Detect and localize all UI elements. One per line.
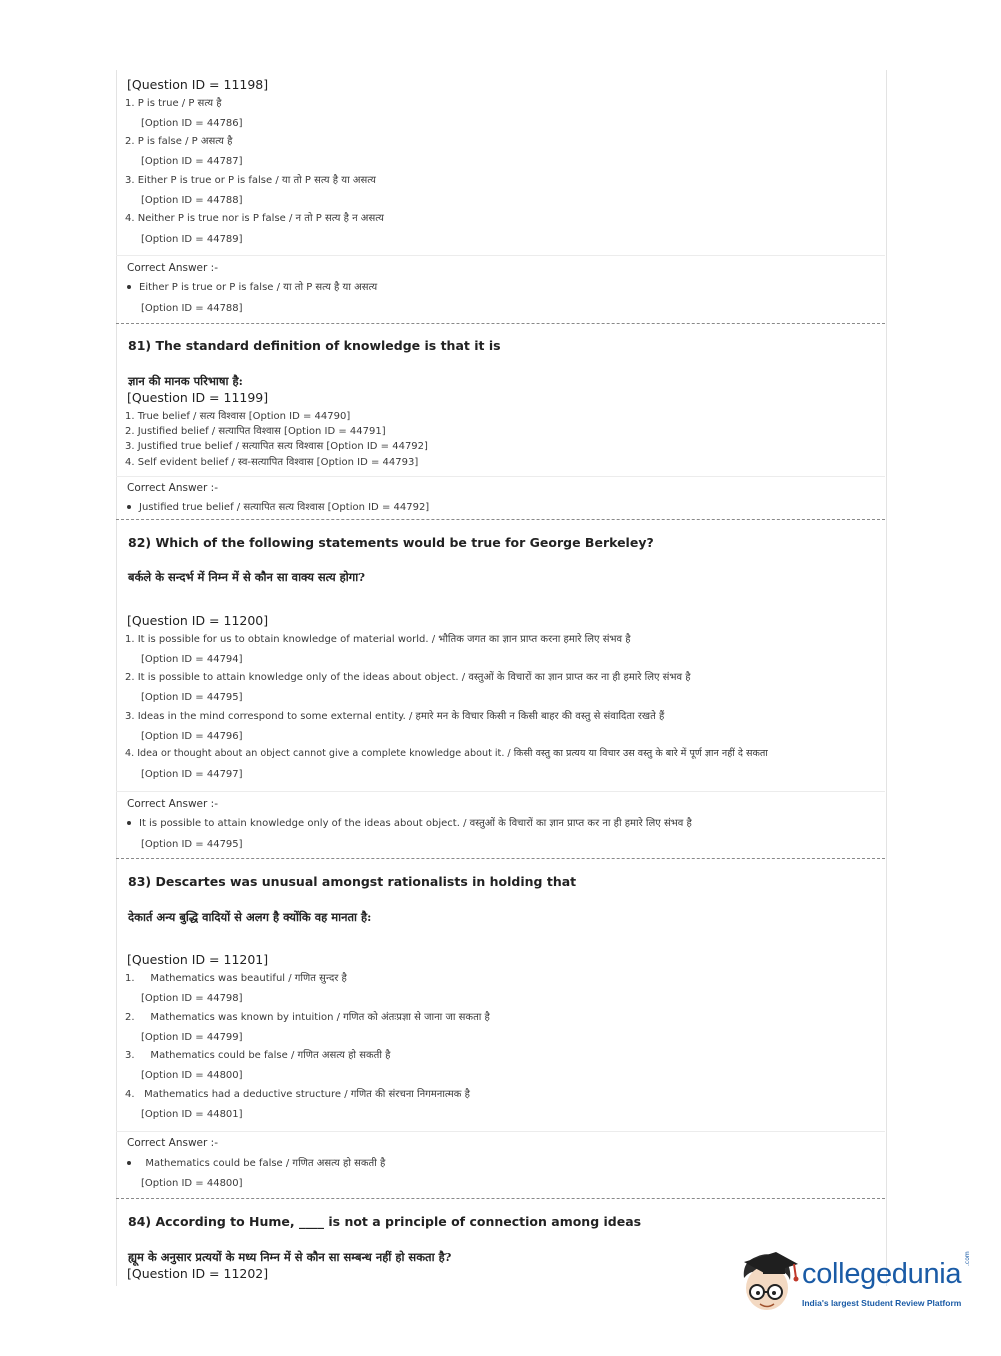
option-id-4: [Option ID = 44789]	[141, 234, 243, 245]
option-id-1: [Option ID = 44786]	[141, 118, 243, 129]
option-id-2: [Option ID = 44799]	[141, 1032, 243, 1043]
logo-tagline: India's largest Student Review Platform	[802, 1298, 962, 1308]
question-hindi: ह्यूम के अनुसार प्रत्ययों के मध्य निम्न में से कौन सा सम्बन्ध नहीं हो सकता है?	[128, 1250, 452, 1264]
option-2: 2. Justified belief / सत्यापित विश्वास [Option ID = 44791]	[125, 426, 386, 437]
correct-answer-label: Correct Answer :-	[127, 1137, 218, 1149]
option-id-1: [Option ID = 44794]	[141, 654, 243, 665]
logo-domain: .com	[964, 1251, 971, 1266]
question-text: 84) According to Hume, ____ is not a principle of connection among ideas	[128, 1214, 642, 1229]
option-id-3: [Option ID = 44788]	[141, 195, 243, 206]
question-divider	[116, 858, 885, 859]
option-id-4: [Option ID = 44797]	[141, 769, 243, 780]
correct-answer-label: Correct Answer :-	[127, 482, 218, 494]
answer-separator	[116, 476, 885, 477]
question-text: 81) The standard definition of knowledge is that it is	[128, 338, 501, 353]
option-id-3: [Option ID = 44796]	[141, 731, 243, 742]
question-hindi: बर्कले के सन्दर्भ में निम्न में से कौन सा वाक्य सत्य होगा?	[128, 570, 365, 584]
mascot-icon	[738, 1248, 800, 1320]
question-id: [Question ID = 11201]	[127, 952, 269, 967]
question-id: [Question ID = 11202]	[127, 1266, 269, 1281]
logo-wordmark: collegedunia	[802, 1258, 962, 1290]
option-2: 2. Mathematics was known by intuition / गणित को अंतःप्रज्ञा से जाना जा सकता है	[125, 1012, 490, 1023]
option-1: 1. It is possible for us to obtain knowledge of material world. / भौतिक जगत का ज्ञान प्राप्त करना हमारे लिए संभव है	[125, 634, 631, 645]
correct-answer-label: Correct Answer :-	[127, 262, 218, 274]
option-3: 3. Either P is true or P is false / या तो P सत्य है या असत्य	[125, 175, 376, 186]
question-id: [Question ID = 11199]	[127, 390, 269, 405]
option-4: 4. Neither P is true nor is P false / न तो P सत्य है न असत्य	[125, 213, 384, 224]
option-2: 2. It is possible to attain knowledge only of the ideas about object. / वस्तुओं के विचारों का ज्ञान प्राप्त कर ना ही हमारे लिए संभव है	[125, 672, 691, 683]
answer-separator	[116, 791, 885, 792]
question-hindi: ज्ञान की मानक परिभाषा है:	[128, 374, 243, 388]
question-text: 82) Which of the following statements would be true for George Berkeley?	[128, 535, 654, 550]
question-id: [Question ID = 11198]	[127, 77, 269, 92]
question-divider	[116, 323, 885, 324]
correct-answer-label: Correct Answer :-	[127, 798, 218, 810]
bullet-icon	[127, 821, 131, 825]
option-1: 1. True belief / सत्य विश्वास [Option ID = 44790]	[125, 411, 351, 422]
option-3: 3. Justified true belief / सत्यापित सत्य विश्वास [Option ID = 44792]	[125, 441, 428, 452]
correct-answer-option-id: [Option ID = 44800]	[141, 1178, 243, 1189]
question-text: 83) Descartes was unusual amongst rationalists in holding that	[128, 874, 577, 889]
option-id-2: [Option ID = 44795]	[141, 692, 243, 703]
bullet-icon	[127, 285, 131, 289]
correct-answer: Mathematics could be false / गणित असत्य हो सकती है	[127, 1155, 385, 1169]
question-divider	[116, 1198, 885, 1199]
option-1: 1. Mathematics was beautiful / गणित सुन्दर है	[125, 973, 347, 984]
option-id-1: [Option ID = 44798]	[141, 993, 243, 1004]
option-id-2: [Option ID = 44787]	[141, 156, 243, 167]
collegedunia-logo[interactable]	[738, 1246, 978, 1326]
option-3: 3. Mathematics could be false / गणित असत्य हो सकती है	[125, 1050, 391, 1061]
correct-answer: Justified true belief / सत्यापित सत्य विश्वास [Option ID = 44792]	[127, 499, 429, 513]
option-3: 3. Ideas in the mind correspond to some external entity. / हमारे मन के विचार किसी न किसी बाहर की वस्तु से संवादिता रखते हैं	[125, 711, 665, 722]
question-divider	[116, 519, 885, 520]
correct-answer-option-id: [Option ID = 44795]	[141, 839, 243, 850]
answer-separator	[116, 255, 885, 256]
bullet-icon	[127, 505, 131, 509]
answer-separator	[116, 1131, 885, 1132]
correct-answer: Either P is true or P is false / या तो P सत्य है या असत्य	[127, 279, 377, 293]
option-4: 4. Mathematics had a deductive structure / गणित की संरचना निगमनात्मक है	[125, 1089, 470, 1100]
option-4: 4. Self evident belief / स्व-सत्यापित विश्वास [Option ID = 44793]	[125, 457, 419, 468]
option-2: 2. P is false / P असत्य है	[125, 136, 233, 147]
correct-answer-option-id: [Option ID = 44788]	[141, 303, 243, 314]
option-id-4: [Option ID = 44801]	[141, 1109, 243, 1120]
option-id-3: [Option ID = 44800]	[141, 1070, 243, 1081]
option-1: 1. P is true / P सत्य है	[125, 98, 222, 109]
bullet-icon	[127, 1161, 131, 1165]
option-4: 4. Idea or thought about an object cannot give a complete knowledge about it. / किसी वस्तु का प्रत्यय या विचार उस वस्तु के बारे में पूर्ण ज्ञान नहीं दे सकता	[125, 748, 768, 759]
correct-answer: It is possible to attain knowledge only of the ideas about object. / वस्तुओं के विचारों का ज्ञान प्राप्त कर ना ही हमारे लिए संभव है	[127, 815, 692, 829]
question-id: [Question ID = 11200]	[127, 613, 269, 628]
question-hindi: देकार्त अन्य बुद्धि वादियों से अलग है क्योंकि वह मानता है:	[128, 910, 372, 924]
